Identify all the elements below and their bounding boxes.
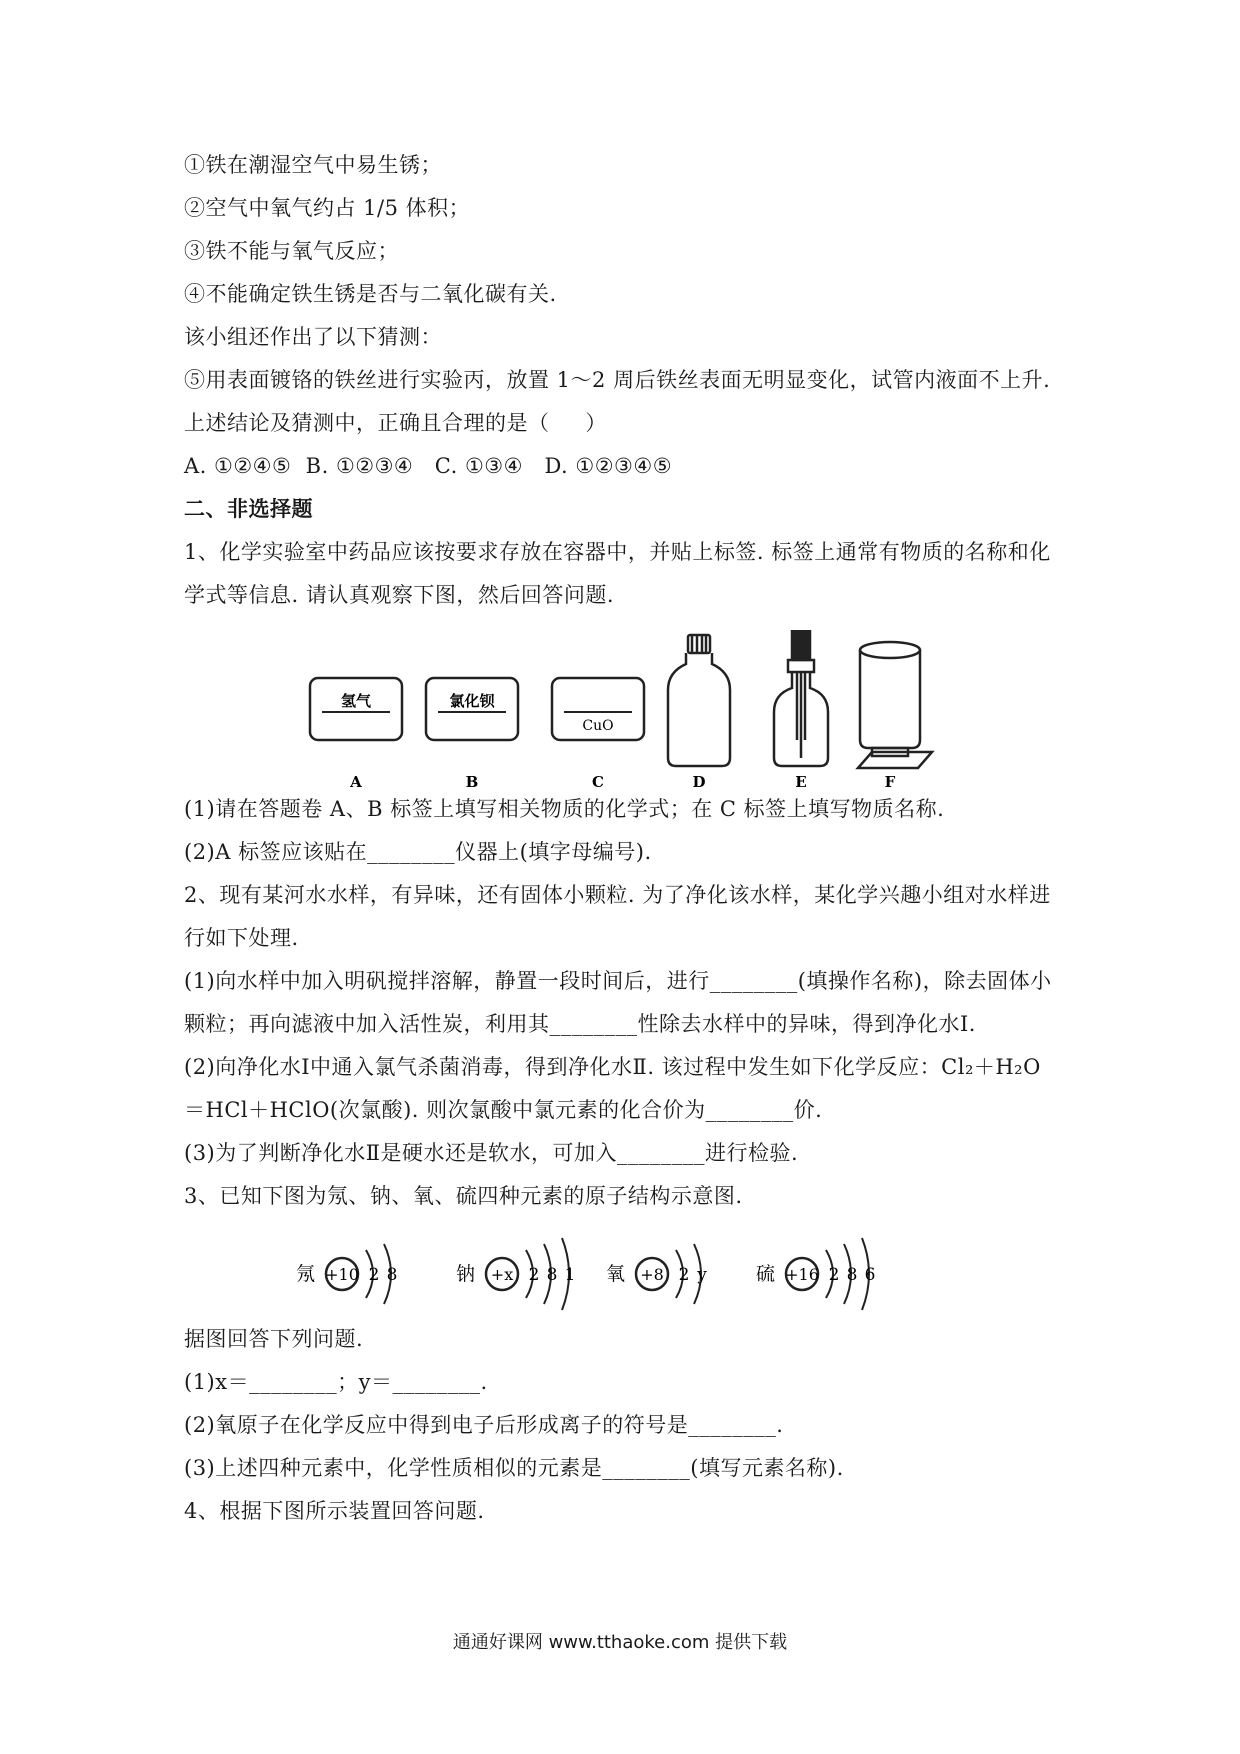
q1-part1: (1)请在答题卷 A、B 标签上填写相关物质的化学式；在 C 标签上填写物质名称. (184, 797, 945, 821)
fig1-letter-a: A (350, 773, 362, 790)
guess-5: ⑤用表面镀铬的铁丝进行实验丙，放置 1～2 周后铁丝表面无明显变化，试管内液面不上升. (184, 368, 1051, 392)
lab-containers-figure (300, 630, 940, 790)
q2-part1-b: 颗粒；再向滤液中加入活性炭，利用其________性除去水样中的异味，得到净化水Ⅰ. (184, 1012, 976, 1036)
electron-count: 1 (564, 1265, 576, 1285)
q2-part3: (3)为了判断净化水Ⅱ是硬水还是软水，可加入________进行检验. (184, 1141, 799, 1165)
q3-part3: (3)上述四种元素中，化学性质相似的元素是________(填写元素名称). (184, 1456, 844, 1480)
label-a-text: 氢气 (340, 692, 372, 710)
conclusion-3: ③铁不能与氧气反应； (184, 239, 399, 263)
electron-count: 8 (846, 1265, 858, 1285)
q4-text: 4、根据下图所示装置回答问题. (184, 1499, 485, 1523)
q1-text-a: 1、化学实验室中药品应该按要求存放在容器中，并贴上标签. 标签上通常有物质的名称和化 (184, 540, 1051, 564)
q2-part2-b: ＝HCl＋HClO(次氯酸). 则次氯酸中氯元素的化合价为________价. (184, 1098, 823, 1122)
section-heading: 二、非选择题 (184, 496, 313, 521)
q2-text-b: 行如下处理. (184, 926, 299, 950)
atom-diagram (456, 1238, 575, 1310)
electron-count: 2 (528, 1265, 540, 1285)
footer-credit: 通通好课网 www.tthaoke.com 提供下载 (452, 1632, 788, 1653)
conclusion-2: ②空气中氧气约占 1/5 体积； (184, 196, 471, 220)
q1-text-b: 学式等信息. 请认真观察下图，然后回答问题. (184, 583, 615, 607)
fig1-letter-f: F (884, 773, 896, 790)
nucleus-charge: +10 (325, 1265, 359, 1284)
gas-jar-icon (858, 642, 932, 768)
q2-text-a: 2、现有某河水水样，有异味，还有固体小颗粒. 为了净化该水样，某化学兴趣小组对水样进 (184, 883, 1051, 907)
element-name: 钠 (456, 1263, 476, 1285)
element-name: 硫 (756, 1263, 776, 1285)
element-name: 氧 (606, 1263, 626, 1285)
label-b-text: 氯化钡 (449, 692, 495, 710)
conclusion-1: ①铁在潮湿空气中易生锈； (184, 153, 442, 177)
guess-intro: 该小组还作出了以下猜测： (184, 325, 442, 349)
electron-count: 6 (864, 1265, 876, 1285)
atom-diagram (606, 1244, 707, 1304)
question-stem: 上述结论及猜测中，正确且合理的是（ ） (184, 411, 607, 435)
dropper-bottle-icon (774, 630, 828, 766)
electron-count: 2 (828, 1265, 840, 1285)
label-c-text: CuO (582, 718, 614, 734)
conclusion-4: ④不能确定铁生锈是否与二氧化碳有关. (184, 282, 557, 306)
label-a (310, 678, 402, 740)
q3-part1: (1)x＝________；y＝________. (184, 1370, 488, 1394)
electron-count: 8 (546, 1265, 558, 1285)
atom-diagram (296, 1244, 397, 1304)
atomic-structure-figure (296, 1232, 956, 1312)
nucleus-charge: +8 (640, 1265, 664, 1284)
atom-diagram (756, 1238, 875, 1310)
label-c (552, 678, 644, 740)
electron-count: 8 (386, 1265, 398, 1285)
fig1-letter-c: C (592, 773, 604, 790)
fig1-letter-b: B (465, 773, 479, 790)
fig1-letter-d: D (692, 773, 706, 790)
element-name: 氖 (296, 1263, 316, 1285)
q3-text: 3、已知下图为氖、钠、氧、硫四种元素的原子结构示意图. (184, 1184, 743, 1208)
q2-part2-a: (2)向净化水Ⅰ中通入氯气杀菌消毒，得到净化水Ⅱ. 该过程中发生如下化学反应：Cl₂＋H₂O (184, 1055, 1041, 1079)
nucleus-charge: +x (490, 1265, 514, 1284)
reagent-bottle-icon (668, 635, 730, 766)
electron-count: 2 (678, 1265, 690, 1285)
electron-count: 2 (368, 1265, 380, 1285)
fig1-letter-e: E (795, 773, 807, 790)
answer-options: A. ①②④⑤ B. ①②③④ C. ①③④ D. ①②③④⑤ (184, 454, 673, 478)
q1-part2: (2)A 标签应该贴在________仪器上(填字母编号). (184, 840, 652, 864)
q3-intro: 据图回答下列问题. (184, 1327, 364, 1351)
q3-part2: (2)氧原子在化学反应中得到电子后形成离子的符号是________. (184, 1413, 784, 1437)
electron-count: y (697, 1265, 707, 1285)
q2-part1-a: (1)向水样中加入明矾搅拌溶解，静置一段时间后，进行________(填操作名称)，除去固体小 (184, 969, 1052, 993)
nucleus-charge: +16 (785, 1265, 819, 1284)
label-b (426, 678, 518, 740)
